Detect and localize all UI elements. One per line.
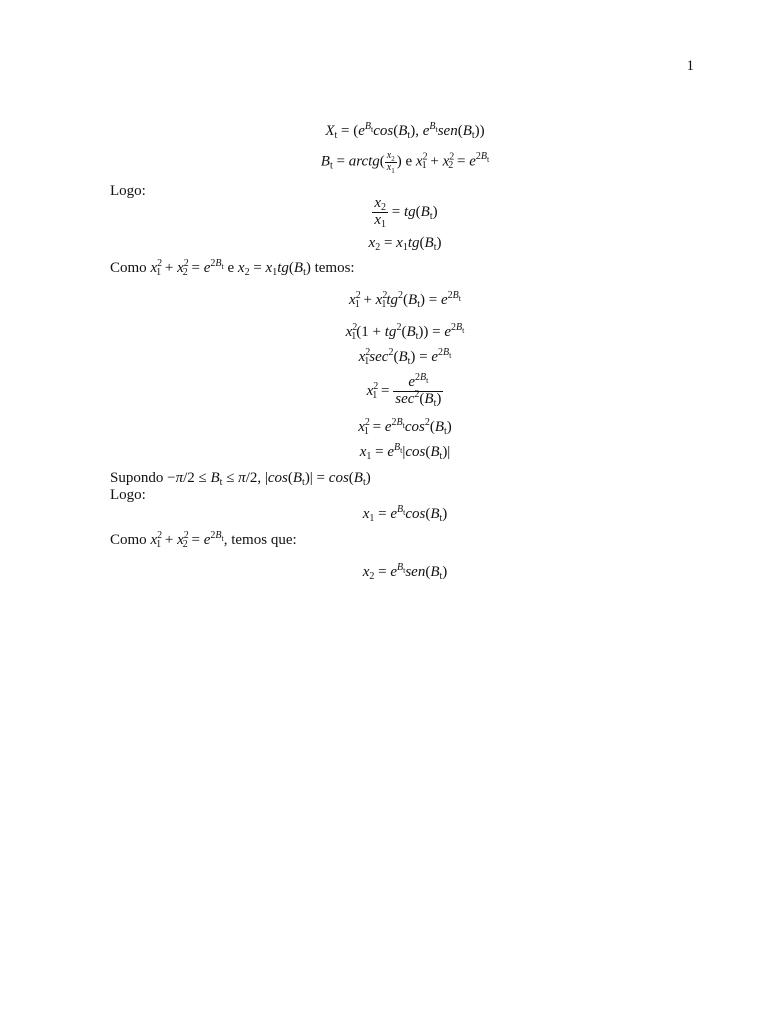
equation-xt: $X_t = (e^{B_t}\cos(B_t)$, $e^{B_t}sen(B_t)$) [325,121,485,141]
text-como-1: Como $x^2_1 + x^2_2 = e^{2B_t}$ e $x_2 = x_1tg(B_t)$ temos: [110,258,355,278]
text-logo-1: Logo: [110,183,146,199]
equation-x1-fraction: $x^2_1$ = $\frac{e^{2B_t}}{\sec^2(B_t)}$ [366,372,442,410]
equation-sec: $x^2_1\sec^2(B_t) = e^{2B_t}$ [358,347,452,367]
text-como-1-suffix: temos: [314,260,355,276]
equation-x1-cos2: $x^2_1 = e^{2B_t}\cos^2(B_t)$ [358,417,452,437]
equation-x1-abs: $x_1 = e^{B_t}|\cos(B_t)|$ [359,442,451,462]
equation-x2-final: $x_2 = e^{B_t}sen(B_t)$ [362,562,448,582]
text-como-2-suffix: , temos que: [223,532,297,548]
page-number: 1 [686,58,694,74]
equation-bt: $B_t$ = arctg( $\frac{x_2}{x_1}$ ) e $x^2_1 + x^2_2 = e^{2B_t}$ [320,150,490,175]
text-logo-2: Logo: [110,487,146,503]
equation-substitution: $x^2_1 + x^2_1tg^2(B_t) = e^{2B_t}$ [349,290,461,310]
text-como-1-prefix: Como [110,260,147,276]
text-supondo: Supondo $-\pi/2 \le B_t \le \pi/2$, $|\cos(B_t)| = \cos(B_t)$ [110,470,371,488]
text-como-1-mid: e [227,260,235,276]
equation-x2: $x_2 = x_1tg(B_t)$ [368,235,442,253]
equation-x1-final: $x_1 = e^{B_t}\cos(B_t)$ [362,504,448,524]
text-como-2-prefix: Como [110,532,147,548]
equation-bt-conjunction: e [405,153,413,170]
equation-ratio: $\frac{x_2}{x_1}$ = $tg(B_t)$ [374,195,438,231]
text-como-2: Como $x^2_1 + x^2_2 = e^{2B_t}$, temos que: [110,530,297,550]
equation-factored: $x^2_1(1 + tg^2(B_t)) = e^{2B_t}$ [345,322,465,342]
text-supondo-prefix: Supondo [110,470,164,486]
